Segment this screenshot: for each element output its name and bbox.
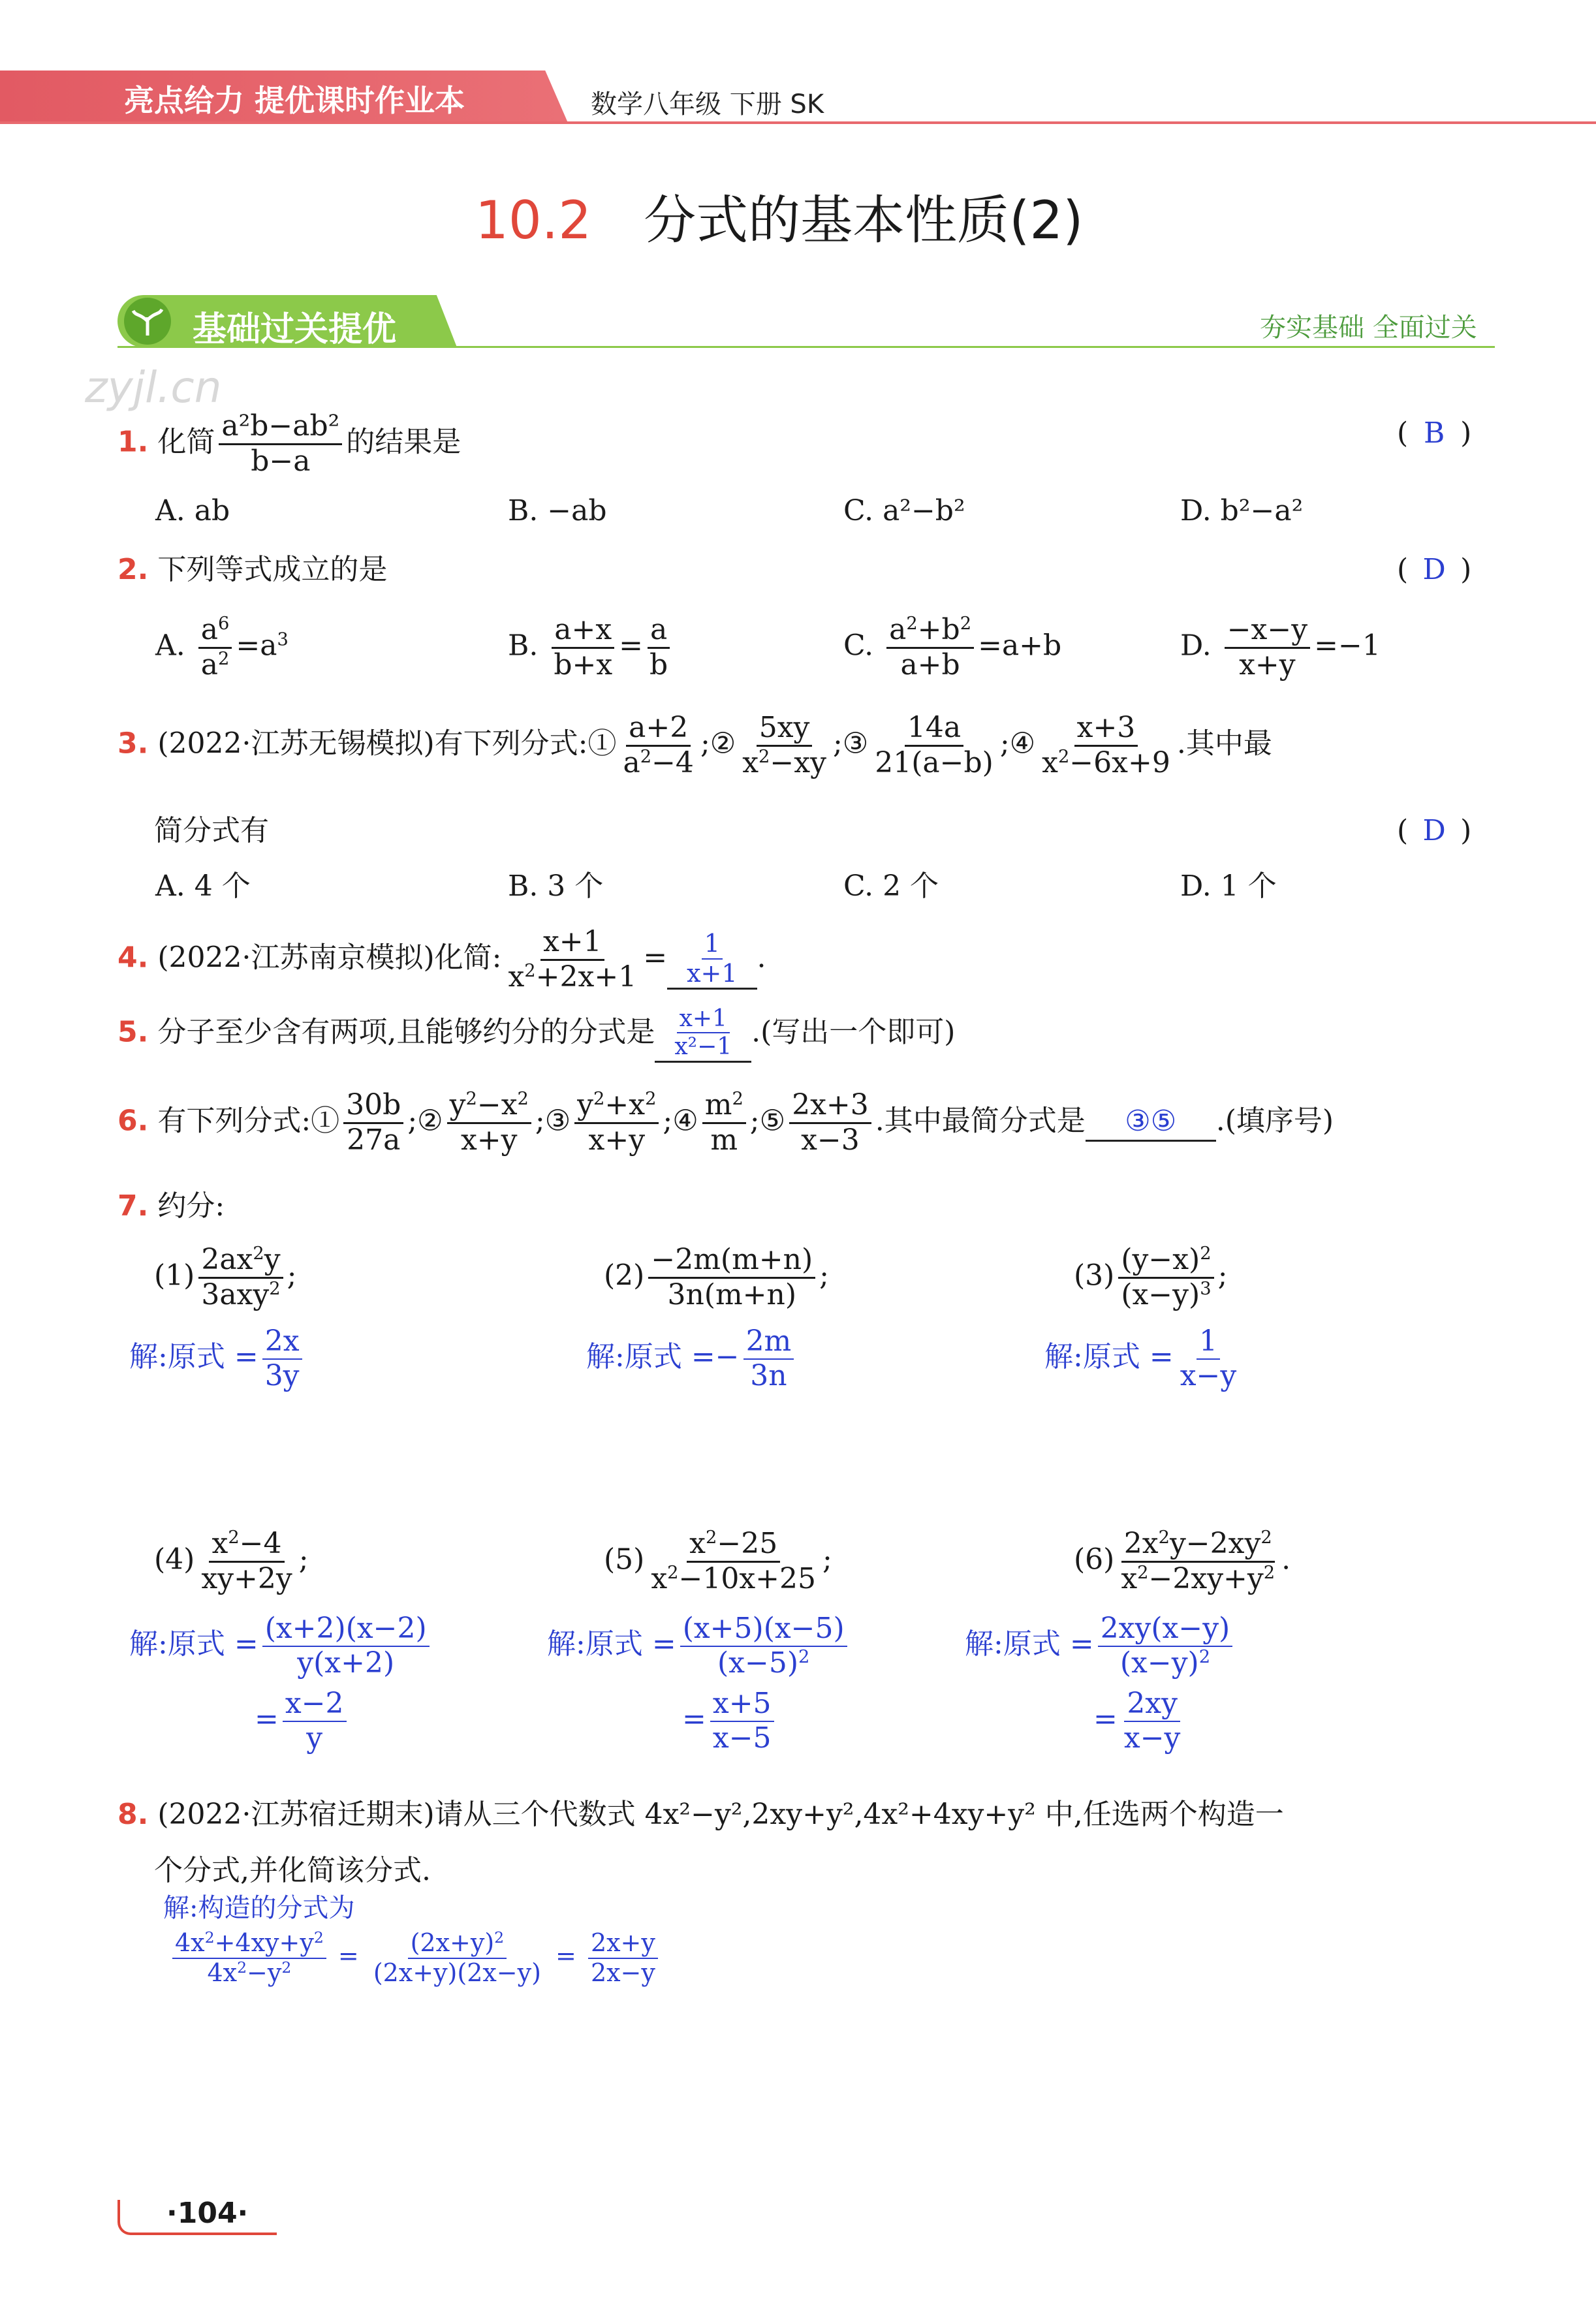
q2-number: 2. [117,553,149,586]
q2-option-a: A. $\frac{a^6}{a^2}$ $=a^3$ [155,613,289,682]
question-3: 3. (2022·江苏无锡模拟)有下列分式:① $\frac{a+2}{a^2-4}$ ;② $\frac{5xy}{x^2-xy}$ ;③ $\frac{14a}{21(a-b)}$ ;④ $\frac{x+3}{x^2-6x+9}$ .其中最 [117,711,1272,779]
q7-part4: (4) $\frac{x^2-4}{xy+2y}$ ; [154,1527,309,1595]
q3-number: 3. [117,727,149,760]
q7-part2: (2) $\frac{-2m(m+n)}{3n(m+n)}$ ; [604,1243,829,1311]
header-band-title: 亮点给力 提优课时作业本 [124,83,465,118]
q1-tail: 的结果是 [346,425,462,459]
q1-answer: B [1424,416,1445,450]
q6-tail2: .(填序号) [1215,1104,1334,1138]
q3-line2: 简分式有 [154,814,269,847]
q1-number: 1. [117,425,149,459]
q4-answer: $\frac{1}{x+1}$ [687,928,738,988]
q1-fraction: $\frac{\text{a²b−ab²}}{b-a}$ [219,410,342,478]
q7-part6-solution: 解:原式 = $\frac{2xy(x-y)}{(x-y)^2}$ [965,1612,1236,1680]
q8-number: 8. [117,1798,149,1831]
q1-option-c: C. a²−b² [843,494,965,527]
q6-answer: ③⑤ [1086,1103,1216,1142]
header-rule [0,121,1596,124]
q2-stem: 下列等式成立的是 [157,553,388,586]
q1-option-d: D. b²−a² [1180,494,1304,527]
q7-part3: (3) $\frac{(y-x)^2}{(x-y)^3}$ ; [1074,1243,1228,1311]
section-slogan: 夯实基础 全面过关 [1260,313,1477,343]
q7-part4-result: = $\frac{x-2}{y}$ [255,1687,351,1755]
q8-line2: 个分式,并化简该分式. [154,1854,431,1887]
question-4: 4. (2022·江苏南京模拟)化简: $\frac{x+1}{x^2+2x+1}$ = $\frac{1}{x+1}$ . [117,925,766,994]
q5-number: 5. [117,1015,149,1049]
question-6: 6. 有下列分式:① $\frac{30b}{27a}$ ;② $\frac{y^2-x^2}{x+y}$ ;③ $\frac{y^2+x^2}{x+y}$ ;④ $\frac{m^2}{m}$ ;⑤ $\frac{2x+3}{x-3}$ .其中最简分式是 ③⑤ .(填序号) [117,1088,1334,1157]
q7-part6-result: = $\frac{2xy}{x-y}$ [1093,1687,1181,1755]
q3-option-c: C. 2 个 [843,870,939,903]
q8-solution: $\frac{4x^2+4xy+y^2}{4x^2-y^2}$ = $\frac{(2x+y)^2}{(2x+y)(2x-y)}$ = $\frac{2x+y}{2x-y}$ [168,1929,662,1987]
q8-solution-label: 解:构造的分式为 [163,1893,355,1923]
q4-number: 4. [117,941,149,975]
q1-option-a: A. ab [155,494,230,527]
header-subtitle: 数学八年级 下册 SK [591,89,824,119]
question-2 [117,552,387,588]
q7-part1-solution: 解:原式 = $\frac{2x}{3y}$ [129,1325,306,1392]
q7-part3-solution: 解:原式 = $\frac{1}{x-y}$ [1044,1324,1237,1392]
q8-line1: (2022·江苏宿迁期末)请从三个代数式 4x²−y²,2xy+y²,4x²+4xy+y² 中,任选两个构造一 [157,1798,1284,1831]
question-7 [117,1188,225,1225]
sprout-icon [124,298,171,345]
q7-part1: (1) $2ax^2y$ 3axy$^2$ ; [154,1243,297,1311]
q3-option-b: B. 3 个 [508,870,604,903]
q6-tail: .其中最简分式是 [875,1104,1086,1138]
q3-answer: D [1422,814,1446,847]
title-text: 分式的基本性质(2) [644,190,1084,251]
q7-part5: (5) $\frac{x^2-25}{x^2-10x+25}$ ; [604,1527,832,1595]
q1-answer-bracket: ( B ) [1397,415,1471,452]
q2-option-b: B. $\frac{a+x}{b+x}$ = $\frac{a}{b}$ [508,614,674,682]
question-8 [117,1796,1284,1833]
q7-number: 7. [117,1189,149,1223]
q3-tail: .其中最 [1176,727,1272,760]
q7-stem: 约分: [157,1189,225,1223]
q4-source: (2022·江苏南京模拟)化简: [157,941,502,975]
watermark: zyjl.cn [85,362,222,413]
q3-source: (2022·江苏无锡模拟)有下列分式: [157,727,588,760]
q3-option-a: A. 4 个 [155,870,251,903]
q5-tail: .(写出一个即可) [751,1015,956,1049]
q7-part5-solution: 解:原式 = $\frac{(x+5)(x-5)}{(x-5)^2}$ [547,1612,851,1680]
title-number: 10.2 [475,190,592,251]
q2-answer-bracket: ( D ) [1397,552,1471,588]
q5-stem: 分子至少含有两项,且能够约分的分式是 [157,1015,655,1049]
q6-number: 6. [117,1104,149,1138]
q5-answer: $\frac{x+1}{\text{x²−1}}$ [674,1005,732,1061]
section-label: 基础过关提优 [193,310,397,349]
q2-option-c: C. $\frac{a^2+b^2}{a+b}$ =a+b [843,613,1062,682]
q3-option-d: D. 1 个 [1180,870,1277,903]
question-1 [117,410,461,478]
page-number: ·104· [166,2197,249,2230]
q2-option-d: D. $\frac{-x-y}{x+y}$ =−1 [1180,613,1381,682]
q7-part2-solution: 解:原式 =− $\frac{2m}{3n}$ [586,1325,798,1392]
q7-part4-solution: 解:原式 = $\frac{(x+2)(x-2)}{y(x+2)}$ [129,1612,433,1680]
q6-stem: 有下列分式: [157,1104,311,1138]
q7-part6: (6) $\frac{2x^2y-2xy^2}{x^2-2xy+y^2}$ . [1074,1527,1291,1595]
page-title [475,188,1083,253]
q3-answer-bracket: ( D ) [1397,813,1471,849]
question-5 [117,1005,955,1063]
q7-part5-result: = $\frac{x+5}{x-5}$ [682,1687,778,1755]
q1-option-b: B. −ab [508,494,607,527]
q2-answer: D [1422,553,1446,586]
q1-stem: 化简 [157,425,215,459]
